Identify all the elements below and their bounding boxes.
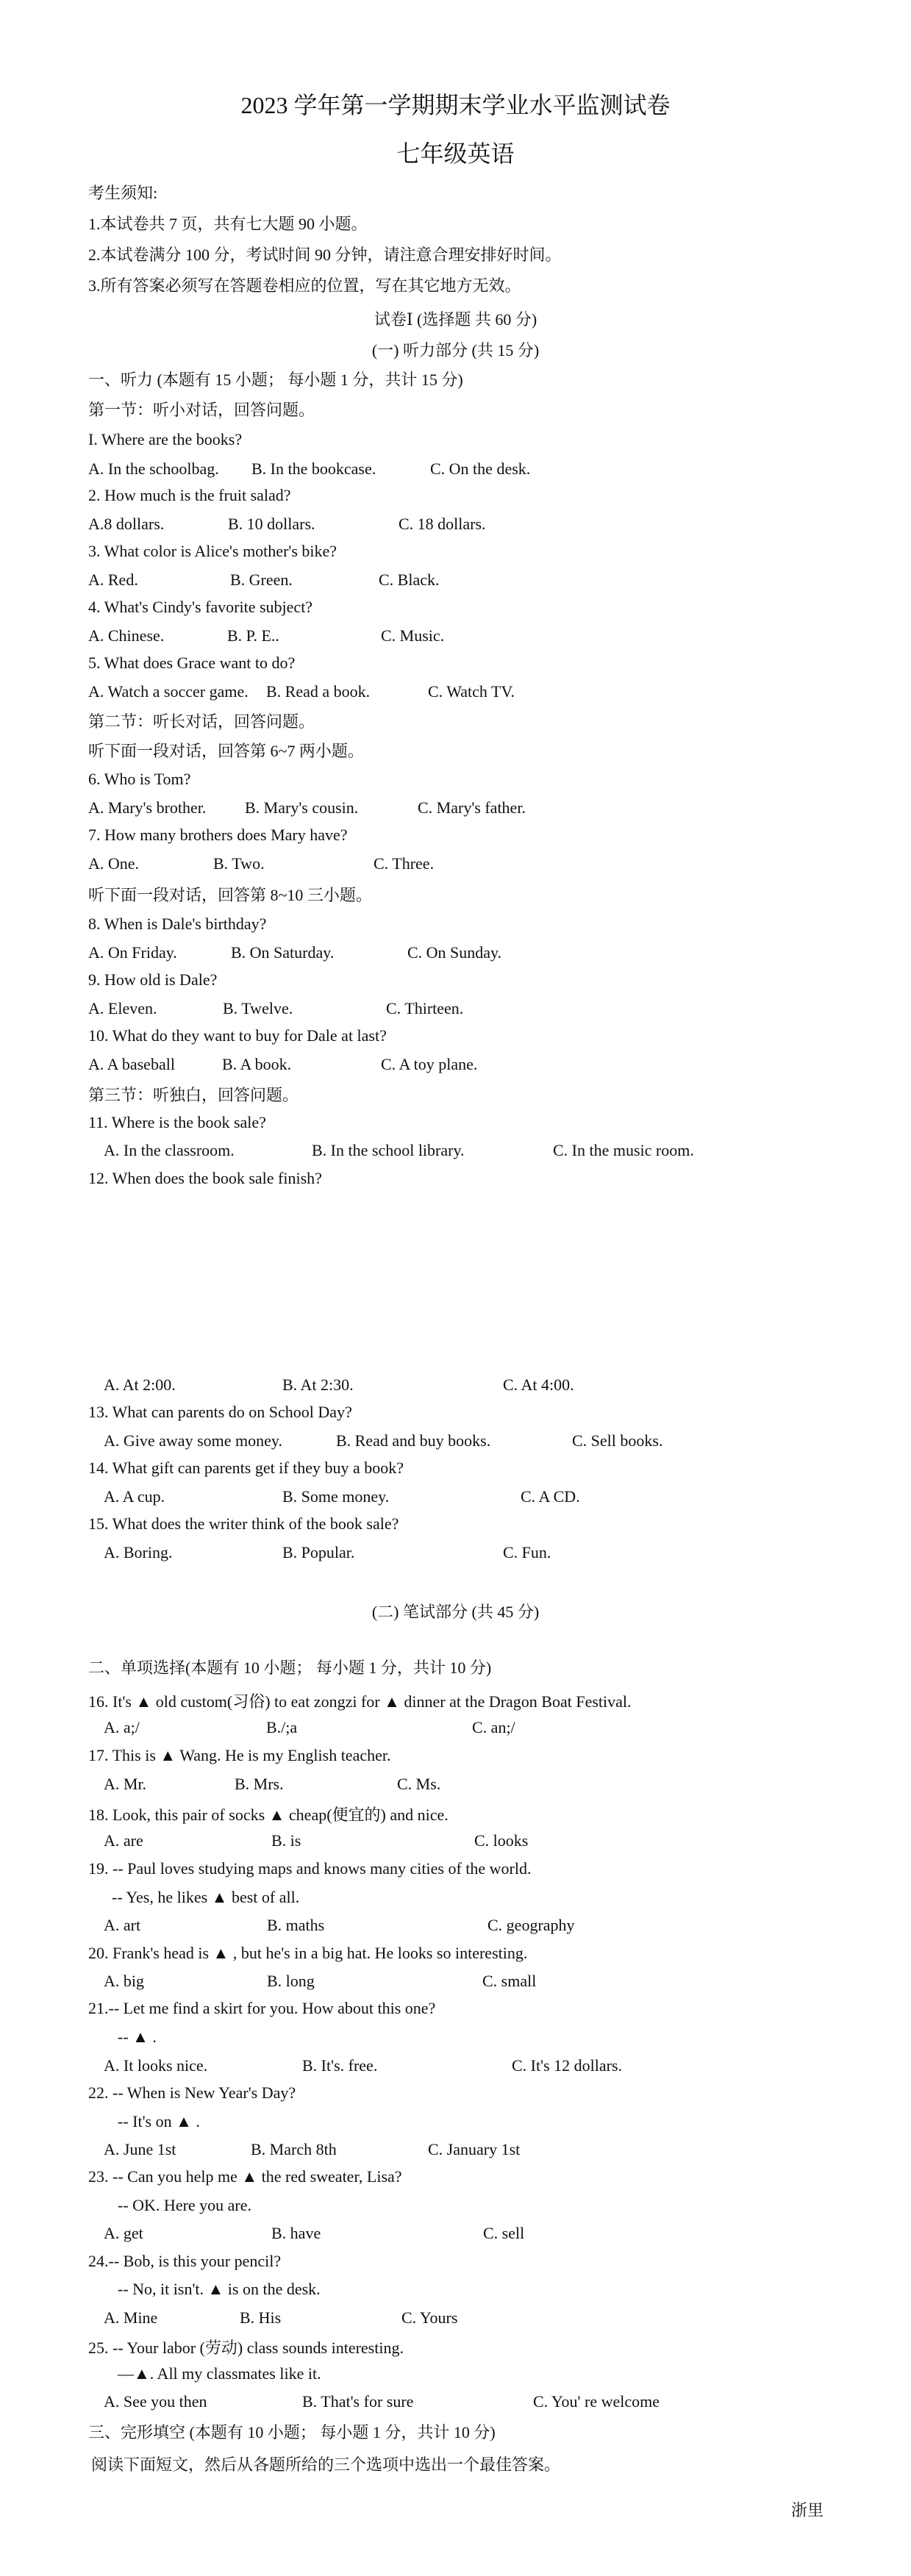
option-b: B. In the school library. [312,1141,465,1159]
option-c: C. Three. [374,854,435,873]
option-c: C. looks [474,1831,529,1850]
option-a: A. Eleven. [88,999,157,1017]
option-c: C. Black. [379,570,440,589]
listening-heading: 一、听力 (本题有 15 小题； 每小题 1 分，共计 15 分) [88,371,463,389]
question-13: 13. What can parents do on School Day? [88,1403,352,1421]
footer-region-label: 浙里 [791,2501,824,2519]
notice-heading: 考生须知: [88,184,158,202]
option-a: A. On Friday. [88,943,177,962]
listening-part-title: (一) 听力部分 (共 15 分) [371,341,540,359]
question-23-reply: -- OK. Here you are. [118,2196,252,2214]
option-c: C. On the desk. [430,459,531,478]
option-b: B. is [271,1831,301,1850]
option-c: C. small [482,1972,537,1990]
question-2: 2. How much is the fruit salad? [88,486,291,504]
question-3: 3. What color is Alice's mother's bike? [88,542,337,560]
question-7: 7. How many brothers does Mary have? [88,826,348,844]
question-4: 4. What's Cindy's favorite subject? [88,598,313,616]
option-a: A. One. [88,854,140,873]
option-a: A. are [104,1831,143,1850]
question-20: 20. Frank's head is ▲ , but he's in a big hat. He looks so interesting. [88,1944,528,1962]
question-19-reply: -- Yes, he likes ▲ best of all. [112,1888,300,1906]
question-25-reply: —▲. All my classmates like it. [118,2364,321,2383]
cloze-heading: 三、完形填空 (本题有 10 小题； 每小题 1 分，共计 10 分) [88,2423,496,2441]
option-c: C. sell [483,2224,525,2242]
question-5: 5. What does Grace want to do? [88,654,296,672]
option-b: B. Two. [213,854,265,873]
option-b: B. That's for sure [302,2392,414,2411]
question-14: 14. What gift can parents get if they buy a book? [88,1459,404,1477]
option-a: A. See you then [104,2392,207,2411]
question-19: 19. -- Paul loves studying maps and knows many cities of the world. [88,1859,532,1878]
question-6: 6. Who is Tom? [88,770,191,788]
question-10: 10. What do they want to buy for Dale at last? [88,1026,387,1045]
option-b: B./;a [266,1718,298,1736]
option-b: B. 10 dollars. [228,515,315,533]
option-a: A. In the classroom. [104,1141,235,1159]
cloze-instructions: 阅读下面短文，然后从各题所给的三个选项中选出一个最佳答案。 [91,2455,561,2474]
option-a: A. Red. [88,570,138,589]
option-c: C. On Sunday. [407,943,502,962]
option-a: A. get [104,2224,143,2242]
option-b: B. Read a book. [266,682,371,701]
option-a: A. Give away some money. [104,1431,282,1450]
option-a: A. In the schoolbag. [88,459,219,478]
question-22-reply: -- It's on ▲ . [118,2112,200,2130]
dialogue-intro: 听下面一段对话，回答第 6~7 两小题。 [88,742,364,760]
notice-item: 3.所有答案必须写在答题卷相应的位置，写在其它地方无效。 [88,276,521,295]
option-b: B. maths [267,1916,325,1934]
option-c: C. Mary's father. [418,798,526,817]
option-b: B. March 8th [251,2140,337,2158]
option-a: A. It looks nice. [104,2056,208,2075]
option-a: A. a;/ [104,1718,140,1736]
option-b: B. On Saturday. [231,943,335,962]
option-b: B. At 2:30. [282,1375,354,1394]
option-c: C. Music. [381,626,445,645]
option-a: A. Mine [104,2308,158,2327]
option-b: B. P. E.. [227,626,279,645]
option-b: B. long [267,1972,315,1990]
question-16: 16. It's ▲ old custom(习俗) to eat zongzi for ▲ dinner at the Dragon Boat Festival. [88,1692,632,1711]
option-b: B. In the bookcase. [251,459,376,478]
option-b: B. Popular. [282,1543,355,1561]
option-a: A.8 dollars. [88,515,165,533]
paper1-title: 试卷Ⅰ (选择题 共 60 分) [374,310,537,329]
option-a: A. Mary's brother. [88,798,207,817]
option-c: C. In the music room. [553,1141,694,1159]
question-11: 11. Where is the book sale? [88,1113,266,1131]
exam-subtitle: 七年级英语 [396,140,515,167]
section-2-heading: 第二节：听长对话，回答问题。 [88,712,315,731]
option-a: A. Watch a soccer game. [88,682,249,701]
option-b: B. Read and buy books. [336,1431,491,1450]
option-a: A. Mr. [104,1775,147,1793]
option-c: C. You' re welcome [533,2392,660,2411]
notice-item: 1.本试卷共 7 页，共有七大题 90 小题。 [88,215,368,233]
option-b: B. Mrs. [235,1775,284,1793]
option-b: B. Mary's cousin. [245,798,359,817]
option-b: B. have [271,2224,321,2242]
question-23: 23. -- Can you help me ▲ the red sweater, Lisa? [88,2167,402,2186]
question-24-reply: -- No, it isn't. ▲ is on the desk. [118,2280,321,2298]
option-c: C. Fun. [503,1543,551,1561]
option-c: C. January 1st [428,2140,521,2158]
option-b: B. Twelve. [223,999,293,1017]
option-a: A. art [104,1916,141,1934]
question-17: 17. This is ▲ Wang. He is my English teacher. [88,1746,391,1764]
option-a: A. big [104,1972,144,1990]
option-c: C. an;/ [472,1718,515,1736]
option-c: C. A toy plane. [381,1055,478,1073]
option-a: A. Chinese. [88,626,165,645]
question-21: 21.-- Let me find a skirt for you. How about this one? [88,1999,436,2017]
dialogue-intro: 听下面一段对话，回答第 8~10 三小题。 [88,886,372,904]
option-b: B. Green. [230,570,293,589]
option-a: A. Boring. [104,1543,173,1561]
question-21-reply: -- ▲ . [118,2028,157,2046]
option-b: B. His [240,2308,282,2327]
question-22: 22. -- When is New Year's Day? [88,2083,296,2102]
question-12: 12. When does the book sale finish? [88,1169,322,1187]
question-25: 25. -- Your labor (劳动) class sounds interesting. [88,2339,404,2357]
option-a: A. A baseball [88,1055,175,1073]
question-24: 24.-- Bob, is this your pencil? [88,2252,282,2270]
option-a: A. June 1st [104,2140,176,2158]
option-c: C. It's 12 dollars. [512,2056,623,2075]
option-c: C. Thirteen. [386,999,464,1017]
option-c: C. 18 dollars. [399,515,486,533]
option-c: C. Watch TV. [428,682,515,701]
option-c: C. Sell books. [572,1431,663,1450]
exam-title: 2023 学年第一学期期末学业水平监测试卷 [240,92,671,118]
option-a: A. A cup. [104,1487,165,1506]
option-c: C. Yours [401,2308,458,2327]
question-9: 9. How old is Dale? [88,970,218,989]
option-b: B. Some money. [282,1487,390,1506]
notice-item: 2.本试卷满分 100 分，考试时间 90 分钟，请注意合理安排好时间。 [88,246,562,264]
option-c: C. A CD. [521,1487,580,1506]
option-a: A. At 2:00. [104,1375,176,1394]
option-b: B. A book. [222,1055,292,1073]
question-8: 8. When is Dale's birthday? [88,915,267,933]
written-part-title: (二) 笔试部分 (共 45 分) [371,1603,540,1621]
single-choice-heading: 二、单项选择(本题有 10 小题； 每小题 1 分，共计 10 分) [88,1659,492,1677]
question-1: I. Where are the books? [88,430,243,448]
question-18: 18. Look, this pair of socks ▲ cheap(便宜的) and nice. [88,1806,449,1824]
option-c: C. geography [487,1916,575,1934]
section-3-heading: 第三节：听独白，回答问题。 [88,1086,299,1104]
section-1-heading: 第一节：听小对话，回答问题。 [88,401,315,419]
question-15: 15. What does the writer think of the book sale? [88,1514,399,1533]
option-c: C. Ms. [397,1775,441,1793]
option-b: B. It's. free. [302,2056,378,2075]
option-c: C. At 4:00. [503,1375,574,1394]
